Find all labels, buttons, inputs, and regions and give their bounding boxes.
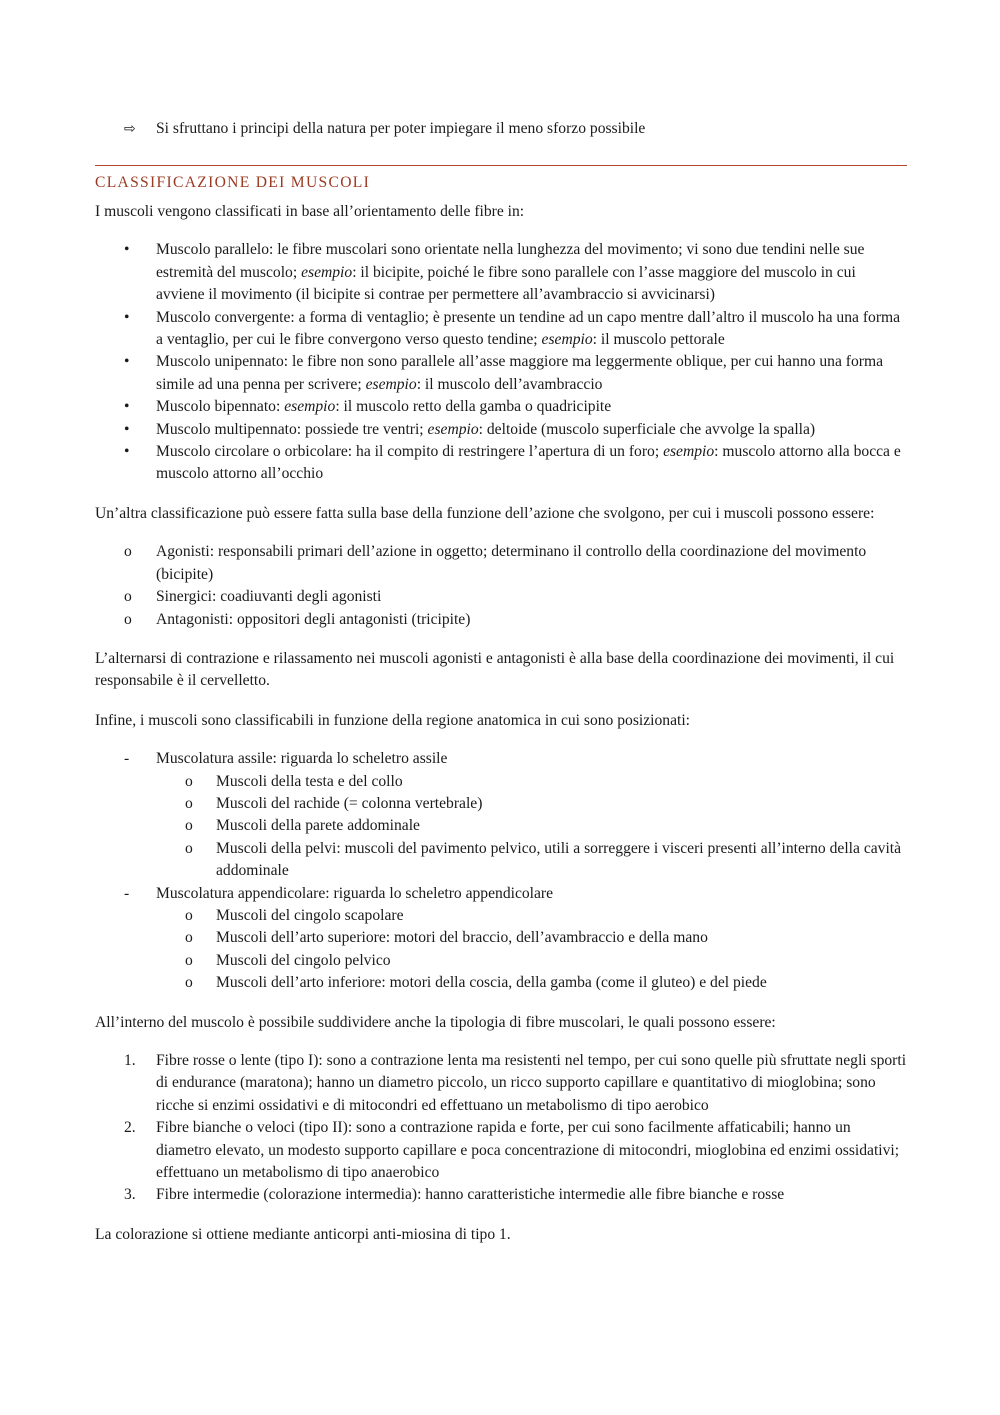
sublist-item: o Muscoli del rachide (= colonna vertebrale) (95, 793, 907, 815)
bullet-marker: • (124, 241, 130, 259)
sublist-item: o Muscoli dell’arto superiore: motori del braccio, dell’avambraccio e della mano (95, 927, 907, 949)
axial-sublist (95, 771, 907, 883)
arrow-item-text: Si sfruttano i principi della natura per poter impiegare il meno sforzo possibile (156, 120, 646, 137)
list-item: 1. Fibre rosse o lente (tipo I): sono a contrazione lenta ma resistenti nel tempo, per cui sono quelle più sfruttate negli sporti di endurance (maratona); hanno un diametro piccolo, un ricco supporto capillare e quantitativo di mioglobina; sono ricche si enzimi ossidativi e di mitocondri ed effettuano un metabolismo di tipo aerobico (124, 1052, 907, 1114)
circle-marker: o (185, 929, 193, 947)
number-marker: 3. (124, 1186, 136, 1204)
right-arrow-icon: ⇨ (124, 121, 136, 137)
bullet-marker: • (124, 443, 130, 461)
list-item: 3. Fibre intermedie (colorazione intermedia): hanno caratteristiche intermedie alle fibre bianche e rosse (95, 1184, 907, 1206)
list-item: • Muscolo multipennato: possiede tre ventri; esempio: deltoide (muscolo superficiale che avvolge la spalla) (95, 419, 907, 441)
number-marker: 1. (124, 1052, 136, 1069)
sublist-container (95, 905, 907, 995)
section-divider (95, 165, 907, 166)
sublist-item: o Muscoli della pelvi: muscoli del pavimento pelvico, utili a sorreggere i visceri presenti all’interno della cavità addominale (185, 839, 902, 880)
fiber-orientation-list (95, 239, 907, 485)
function-paragraph: Un’altra classificazione può essere fatta sulla base della funzione dell’azione che svolgono, per cui i muscoli possono essere: (95, 504, 875, 522)
sublist-item: o Muscoli del cingolo pelvico (95, 950, 907, 972)
region-paragraph: Infine, i muscoli sono classificabili in funzione della regione anatomica in cui sono posizionati: (95, 711, 691, 729)
circle-marker: o (124, 543, 132, 561)
alternation-paragraph: L’alternarsi di contrazione e rilassamento nei muscoli agonisti e antagonisti è alla base della coordinazione dei movimenti, il cui responsabile è il cervelletto. (95, 649, 895, 690)
intro-paragraph: I muscoli vengono classificati in base all’orientamento delle fibre in: (95, 203, 525, 220)
section-heading: CLASSIFICAZIONE DEI MUSCOLI (95, 174, 371, 191)
dash-marker: - (124, 750, 130, 768)
circle-marker: o (185, 772, 193, 790)
bullet-marker: • (124, 308, 130, 326)
bullet-marker: • (124, 398, 130, 416)
bullet-marker: • (124, 353, 130, 371)
fiber-types-list (95, 1050, 907, 1207)
sublist-item: o Muscoli della testa e del collo (95, 771, 907, 793)
list-item: - Muscolatura assile: riguarda lo scheletro assile (95, 748, 907, 770)
circle-marker: o (185, 974, 193, 992)
circle-marker: o (185, 817, 193, 835)
sublist-item: o Muscoli dell’arto inferiore: motori della coscia, della gamba (come il gluteo) e del piede (95, 972, 907, 994)
coloring-paragraph: La colorazione si ottiene mediante anticorpi anti-miosina di tipo 1. (95, 1225, 511, 1243)
section-body (95, 201, 907, 1246)
circle-marker: o (185, 839, 193, 857)
sublist-item: o Muscoli della parete addominale (95, 815, 907, 837)
fiber-types-paragraph: All’interno del muscolo è possibile suddividere anche la tipologia di fibre muscolari, le quali possono essere: (95, 1013, 776, 1031)
list-item: • Muscolo convergente: a forma di ventaglio; è presente un tendine ad un capo mentre dall’altro il muscolo ha una forma a ventaglio, per cui le fibre convergono verso questo tendine; esempio: il muscolo pettorale (124, 308, 901, 349)
list-item: o Agonisti: responsabili primari dell’azione in oggetto; determinano il controllo della coordinazione del movimento (bicipite) (124, 543, 867, 583)
list-item: • Muscolo unipennato: le fibre non sono parallele all’asse maggiore ma leggermente oblique, per cui hanno una forma simile ad una penna per scrivere; esempio: il muscolo dell’avambraccio (124, 353, 884, 393)
list-item: • Muscolo circolare o orbicolare: ha il compito di restringere l’apertura di un foro; esempio: muscolo attorno alla bocca e muscolo attorno all’occhio (124, 443, 901, 483)
bullet-marker: • (124, 420, 130, 438)
number-marker: 2. (124, 1119, 136, 1137)
circle-marker: o (185, 794, 193, 812)
list-item: - Muscolatura appendicolare: riguarda lo scheletro appendicolare (95, 883, 907, 905)
circle-marker: o (185, 951, 193, 969)
list-item: o Antagonisti: oppositori degli antagonisti (tricipite) (95, 609, 907, 631)
sublist-container (95, 771, 907, 883)
list-item: 2. Fibre bianche o veloci (tipo II): sono a contrazione rapida e forte, per cui sono facilmente affaticabili; hanno un diametro elevato, un modesto supporto capillare e poca concentrazione di mitocondri, mioglobina ed enzimi ossidativi; effettuano un metabolismo di tipo anaerobico (124, 1119, 900, 1182)
dash-marker: - (124, 884, 130, 902)
list-item: o Sinergici: coadiuvanti degli agonisti (95, 586, 907, 608)
region-list (95, 748, 907, 994)
circle-marker: o (124, 588, 132, 606)
circle-marker: o (124, 610, 132, 628)
list-item: • Muscolo parallelo: le fibre muscolari sono orientate nella lunghezza del movimento; vi sono due tendini nelle sue estremità del muscolo; esempio: il bicipite, poiché le fibre sono parallele con l’asse maggiore del muscolo in cui avviene il movimento (il bicipite si contrae per permettere all’avambraccio si avvicinarsi) (124, 241, 865, 304)
list-item: • Muscolo bipennato: esempio: il muscolo retto della gamba o quadricipite (95, 396, 907, 418)
sublist-item: o Muscoli del cingolo scapolare (95, 905, 907, 927)
function-list (95, 541, 907, 631)
circle-marker: o (185, 906, 193, 924)
appendicular-sublist (95, 905, 907, 995)
